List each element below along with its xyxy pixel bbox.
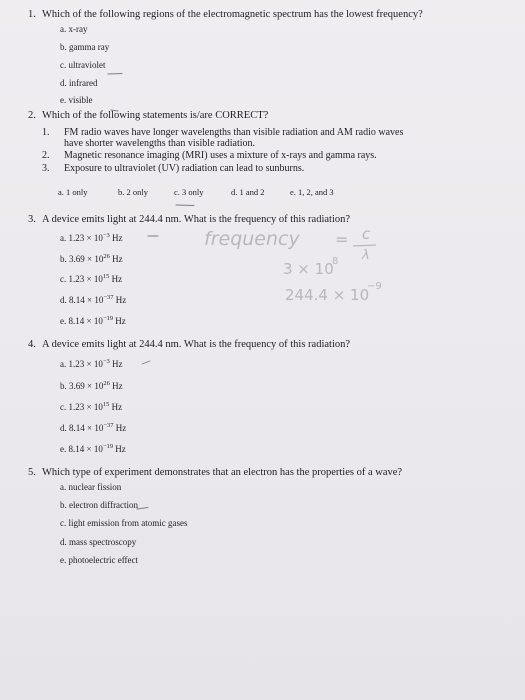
- statement-line: Exposure to ultraviolet (UV) radiation can lead to sunburns.: [64, 163, 305, 174]
- question-text: Which of the following regions of the electromagnetic spectrum has the lowest frequency?: [42, 9, 423, 20]
- pencil-answer-mark-q4: [142, 361, 150, 364]
- q1-option-d[interactable]: d. infrared: [60, 78, 98, 88]
- option-unit: Hz: [112, 254, 123, 264]
- pencil-answer-mark-q1: [108, 74, 122, 75]
- q2-option-c[interactable]: c. 3 only: [174, 187, 204, 197]
- handwritten-lambda-value: 244.4 × 10: [285, 286, 370, 304]
- question-text: Which type of experiment demonstrates that an electron has the properties of a wave?: [42, 467, 403, 478]
- statement-number: 1.: [42, 127, 50, 138]
- statement-line: have shorter wavelengths than visible radiation.: [64, 138, 256, 149]
- q1-option-c[interactable]: c. ultraviolet: [60, 60, 106, 70]
- handwritten-lambda-exponent: −9: [367, 281, 382, 292]
- question-text: Which of the following statements is/are CORRECT?: [42, 110, 269, 121]
- statement-line: Magnetic resonance imaging (MRI) uses a mixture of x-rays and gamma rays.: [64, 150, 377, 161]
- option-unit: Hz: [115, 295, 127, 305]
- q1-option-b[interactable]: b. gamma ray: [60, 42, 110, 52]
- pencil-dash-q2: [111, 110, 118, 111]
- option-mantissa: 3.69 × 10: [69, 254, 104, 264]
- option-unit: Hz: [112, 359, 123, 369]
- question-number: 2.: [28, 110, 36, 121]
- option-exponent: −19: [102, 315, 113, 322]
- statement-number: 2.: [42, 150, 50, 161]
- option-unit: Hz: [111, 274, 123, 284]
- statement-line: FM radio waves have longer wavelengths than visible radiation and AM radio waves: [64, 127, 404, 138]
- option-letter: d.: [60, 423, 67, 433]
- option-unit: Hz: [115, 444, 126, 454]
- option-mantissa: 1.23 × 10: [68, 402, 103, 412]
- q5-option-b[interactable]: b. electron diffraction: [60, 500, 139, 510]
- handwritten-work: [204, 225, 382, 304]
- q2-option-e[interactable]: e. 1, 2, and 3: [290, 187, 334, 197]
- handwritten-fraction-bar: [353, 245, 376, 246]
- question-text: A device emits light at 244.4 nm. What is the frequency of this radiation?: [42, 214, 351, 225]
- option-exponent: −19: [102, 443, 113, 450]
- handwritten-word: frequency: [204, 228, 300, 250]
- option-mantissa: 1.23 × 10: [68, 233, 103, 243]
- pencil-underline-q2: [176, 205, 194, 206]
- pencil-answer-mark-q5: [137, 508, 148, 510]
- option-unit: Hz: [111, 402, 123, 412]
- q1-option-a[interactable]: a. x-ray: [60, 24, 88, 34]
- option-unit: Hz: [112, 381, 123, 391]
- option-mantissa: 1.23 × 10: [68, 359, 103, 369]
- question-number: 3.: [28, 214, 36, 225]
- q5-option-d[interactable]: d. mass spectroscopy: [60, 537, 137, 547]
- option-letter: e.: [60, 444, 67, 454]
- question-text: A device emits light at 244.4 nm. What is the frequency of this radiation?: [42, 339, 351, 350]
- option-letter: a.: [60, 233, 67, 243]
- q5-option-e[interactable]: e. photoelectric effect: [60, 555, 139, 565]
- option-letter: c.: [60, 274, 67, 284]
- q2-option-d[interactable]: d. 1 and 2: [231, 187, 265, 197]
- question-number: 1.: [28, 9, 36, 20]
- option-exponent: −3: [102, 232, 110, 239]
- option-mantissa: 8.14 × 10: [68, 444, 103, 454]
- option-mantissa: 3.69 × 10: [69, 381, 104, 391]
- q2-option-a[interactable]: a. 1 only: [58, 187, 88, 197]
- handwritten-c-exponent: 8: [332, 256, 339, 267]
- question-number: 5.: [28, 467, 36, 478]
- option-unit: Hz: [112, 233, 123, 243]
- option-letter: b.: [60, 254, 67, 264]
- option-mantissa: 1.23 × 10: [68, 274, 103, 284]
- option-unit: Hz: [115, 316, 126, 326]
- option-mantissa: 8.14 × 10: [69, 295, 104, 305]
- q5-option-c[interactable]: c. light emission from atomic gases: [60, 518, 188, 528]
- question-number: 4.: [28, 339, 36, 350]
- option-exponent: 15: [102, 401, 110, 408]
- handwritten-c-value: 3 × 10: [283, 260, 334, 278]
- option-exponent: 26: [103, 380, 110, 387]
- option-exponent: 26: [103, 253, 110, 260]
- q5-option-a[interactable]: a. nuclear fission: [60, 482, 122, 492]
- option-exponent: −37: [103, 422, 114, 429]
- option-unit: Hz: [115, 423, 127, 433]
- handwritten-c: c: [362, 225, 371, 243]
- q1-option-e[interactable]: e. visible: [60, 95, 93, 105]
- option-mantissa: 8.14 × 10: [69, 423, 104, 433]
- option-letter: c.: [60, 402, 67, 412]
- option-exponent: −3: [102, 358, 110, 365]
- q2-option-b[interactable]: b. 2 only: [118, 187, 148, 197]
- option-letter: e.: [60, 316, 67, 326]
- option-letter: b.: [60, 381, 67, 391]
- option-exponent: 15: [102, 273, 110, 280]
- handwritten-lambda: λ: [362, 248, 370, 263]
- statement-number: 3.: [42, 163, 50, 174]
- handwritten-equals: =: [335, 230, 349, 249]
- option-letter: d.: [60, 295, 67, 305]
- option-letter: a.: [60, 359, 67, 369]
- option-mantissa: 8.14 × 10: [68, 316, 103, 326]
- option-exponent: −37: [103, 294, 114, 301]
